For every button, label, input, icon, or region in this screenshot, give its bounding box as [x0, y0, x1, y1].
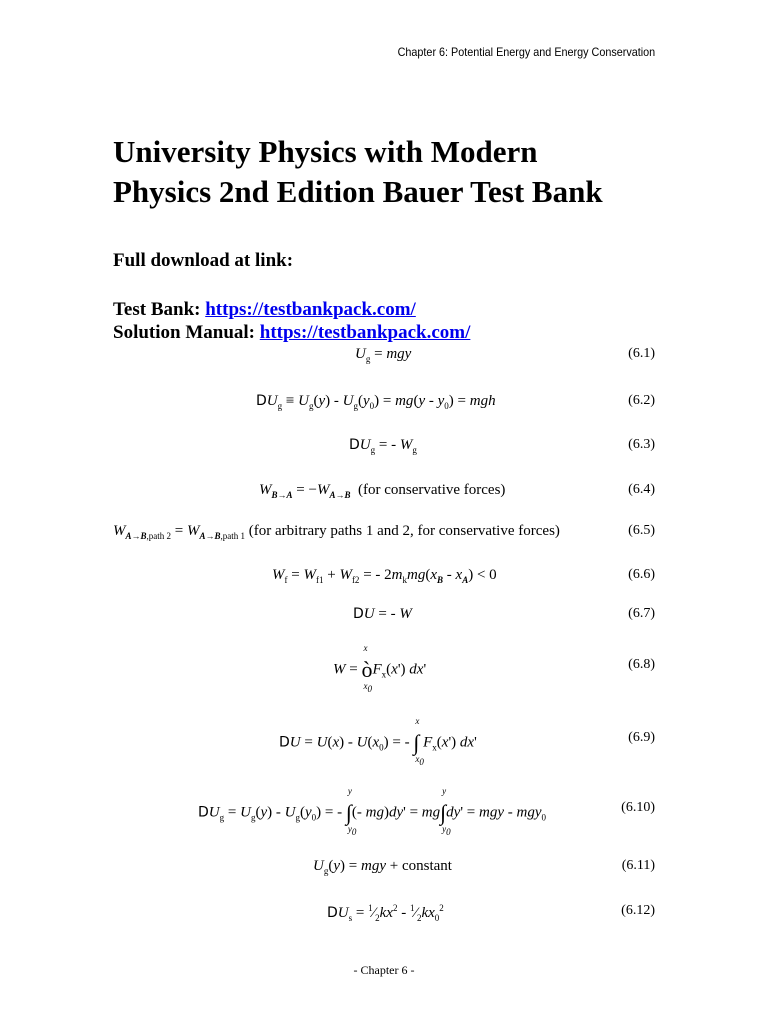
test-bank-link[interactable]: https://testbankpack.com/ [205, 299, 416, 320]
equation-number: (6.8) [628, 657, 655, 672]
running-header: Chapter 6: Potential Energy and Energy Conservation [397, 45, 655, 59]
equation-number: (6.1) [628, 346, 655, 361]
equation-6-6 [0, 567, 768, 597]
equation-body: $W_f = W_{f1} + W_{f2}$ = - $2m_kmg(x_B - x_A) < 0$ [272, 567, 497, 585]
equation-body: $DU_s$ = $^1⁄_2kx^2$ - $^1⁄_2kx_0^2$ [327, 903, 444, 923]
equation-number: (6.7) [628, 606, 655, 621]
equation-number: (6.10) [621, 800, 655, 815]
equation-number: (6.11) [621, 858, 655, 873]
equation-number: (6.5) [628, 523, 655, 538]
equation-6-3 [0, 437, 768, 467]
equation-6-5 [0, 523, 768, 553]
equation-body: $DU_g \equiv U_g(y) - U_g(y_0) = mg(y - y_0)$ = mgh [256, 393, 496, 411]
equation-note: constant [401, 858, 452, 874]
equation-body: DU = $U(x) - U(x_0)$ = - ∫ x $x_0$ $F_x(x')$ dx' [279, 716, 477, 767]
equation-6-7 [0, 606, 768, 636]
equation-number: (6.4) [628, 482, 655, 497]
integral-sign: ∫ y $y_0$ [345, 786, 357, 837]
equation-6-11 [0, 858, 768, 888]
equation-6-9 [0, 716, 768, 767]
equation-6-2 [0, 393, 768, 423]
test-bank-label: Test Bank: [113, 299, 206, 320]
equation-body: W = ò x $x_0$ $F_x(x')$ dx' [333, 643, 427, 694]
equation-note: (for conservative forces) [357, 482, 506, 498]
equation-6-10 [0, 786, 768, 837]
test-bank-line [113, 298, 470, 321]
integral-sign: ∫ y $y_0$ [440, 786, 451, 837]
solution-manual-label: Solution Manual: [113, 322, 260, 343]
download-links [113, 298, 470, 344]
equation-body: $U_g$ = mgy [355, 346, 412, 364]
equation-number: (6.3) [628, 437, 655, 452]
equation-number: (6.12) [621, 903, 655, 918]
equation-number: (6.9) [628, 730, 655, 745]
page-footer: - Chapter 6 - [353, 963, 415, 977]
integral-sign: ò x $x_0$ [361, 643, 373, 694]
solution-manual-link[interactable]: https://testbankpack.com/ [259, 322, 471, 343]
equation-body: $W_{B\to A} = -W_{A\to B}$ (for conservative forces) [259, 482, 506, 500]
equation-6-8 [0, 643, 768, 694]
equation-body: $DU_g = U_g(y) - U_g(y_0)$ = - ∫ y $y_0$ (- mg)dy' = mg∫ y $y_0$ dy' = mgy - mgy$_0$ [198, 786, 547, 837]
equation-number: (6.2) [628, 393, 655, 408]
equation-body: $DU_g$ = - $W_g$ [349, 437, 417, 455]
equation-6-12 [0, 903, 768, 933]
page-title [113, 132, 673, 212]
equation-6-4 [0, 482, 768, 512]
equation-body: $W_{A\to B,path 2} = W_{A\to B,path 1}$ (for arbitrary paths 1 and 2, for conservative forces) [113, 523, 560, 541]
equation-body: DU = - W [353, 606, 412, 622]
full-download-heading: Full download at link: [113, 250, 294, 271]
equation-number: (6.6) [628, 567, 655, 582]
title-line-1: University Physics with Modern [113, 134, 538, 169]
equation-6-1 [0, 346, 768, 376]
integral-sign: ∫ x $x_0$ [413, 716, 424, 767]
title-line-2: Physics 2nd Edition Bauer Test Bank [113, 174, 603, 209]
solution-manual-line [113, 321, 470, 344]
equation-body: $U_g(y)$ = mgy + constant [313, 858, 452, 876]
equation-note: (for arbitrary paths 1 and 2, for conservative forces) [248, 523, 560, 539]
